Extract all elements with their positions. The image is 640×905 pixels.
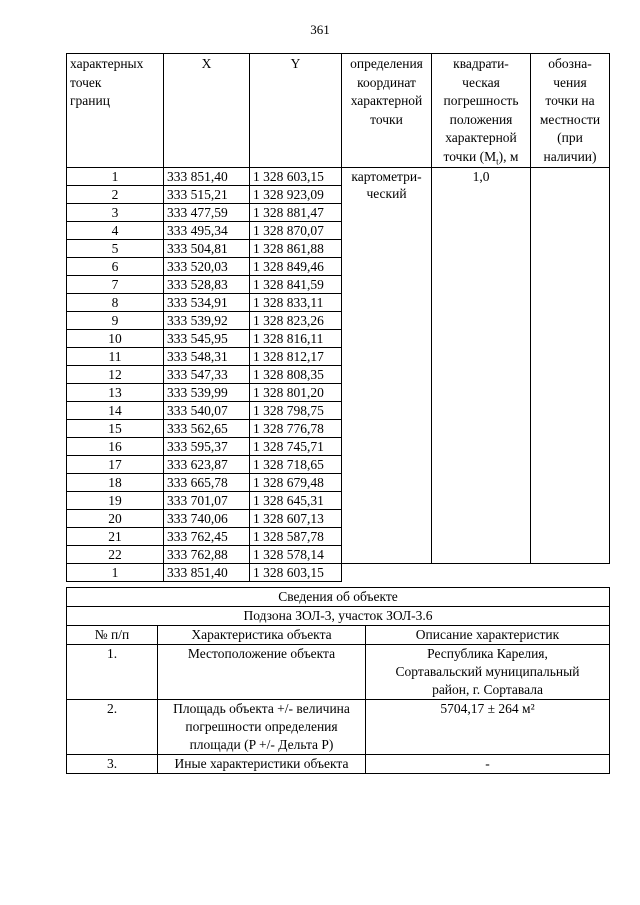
object-info-subtitle: Подзона ЗОЛ-3, участок ЗОЛ-3.6 [67, 607, 610, 626]
method-cell [342, 402, 432, 420]
method-cell [342, 258, 432, 276]
coord-x: 333 504,81 [164, 240, 250, 258]
method-cell [342, 456, 432, 474]
coord-y: 1 328 776,78 [250, 420, 342, 438]
point-number: 15 [67, 420, 164, 438]
coordinate-row [67, 276, 610, 294]
coord-y: 1 328 812,17 [250, 348, 342, 366]
point-number: 13 [67, 384, 164, 402]
feature-line: Местоположение объекта [187, 646, 336, 661]
coord-y: 1 328 841,59 [250, 276, 342, 294]
coordinate-row [67, 348, 610, 366]
marker-cell [531, 204, 610, 222]
marker-cell [531, 258, 610, 276]
coord-x: 333 762,45 [164, 528, 250, 546]
marker-cell [531, 186, 610, 204]
header-point [67, 54, 164, 168]
marker-cell [531, 168, 610, 186]
marker-cell [531, 510, 610, 528]
coord-x: 333 701,07 [164, 492, 250, 510]
header-line: местности [539, 111, 601, 127]
marker-cell [531, 492, 610, 510]
accuracy-cell: 1,0 [432, 168, 531, 186]
coord-x: 333 562,65 [164, 420, 250, 438]
coord-x: 333 477,59 [164, 204, 250, 222]
header-line: чения [553, 74, 587, 90]
method-cell [342, 204, 432, 222]
feature-line: погрешности определения [185, 719, 338, 734]
method-cell [342, 330, 432, 348]
coordinate-row [67, 312, 610, 330]
header-line: характерной [350, 93, 423, 108]
coordinate-row [67, 528, 610, 546]
marker-cell [531, 276, 610, 294]
row-description [366, 755, 610, 774]
point-number: 12 [67, 366, 164, 384]
accuracy-cell [432, 186, 531, 204]
method-cell [342, 510, 432, 528]
method-cell [342, 474, 432, 492]
header-line: обозна- [548, 56, 592, 71]
coord-x: 333 851,40 [164, 564, 250, 582]
header-description: Описание характеристик [366, 626, 610, 645]
marker-cell [531, 474, 610, 492]
row-feature [158, 700, 366, 755]
header-line: (при [557, 130, 583, 145]
object-info-title: Сведения об объекте [67, 588, 610, 607]
header-method [342, 54, 432, 168]
header-line: точки [370, 111, 403, 127]
method-line: картометри- [351, 169, 422, 184]
accuracy-cell [432, 330, 531, 348]
coordinate-row [67, 402, 610, 420]
header-line: погрешность [443, 93, 519, 108]
coord-y: 1 328 808,35 [250, 366, 342, 384]
point-number: 3 [67, 204, 164, 222]
point-number: 10 [67, 330, 164, 348]
coord-y: 1 328 881,47 [250, 204, 342, 222]
coord-x: 333 539,92 [164, 312, 250, 330]
coord-y: 1 328 923,09 [250, 186, 342, 204]
method-cell [342, 528, 432, 546]
empty-cell [342, 564, 432, 582]
object-info-header-row [67, 626, 610, 645]
marker-cell [531, 348, 610, 366]
header-line: квадрати- [453, 56, 509, 71]
description-line: 5704,17 ± 264 м² [440, 701, 535, 716]
coord-x: 333 545,95 [164, 330, 250, 348]
header-line: определения [350, 56, 423, 71]
marker-cell [531, 330, 610, 348]
point-number: 21 [67, 528, 164, 546]
description-line: район, г. Сортавала [432, 682, 543, 697]
header-line: характерной [445, 130, 517, 145]
description-line: Республика Карелия, [427, 646, 548, 661]
accuracy-cell [432, 438, 531, 456]
row-feature [158, 645, 366, 700]
marker-cell [531, 384, 610, 402]
coord-y: 1 328 861,88 [250, 240, 342, 258]
coord-y: 1 328 833,11 [250, 294, 342, 312]
coordinate-row [67, 186, 610, 204]
accuracy-cell [432, 510, 531, 528]
coordinate-row [67, 366, 610, 384]
header-line: ческая [462, 74, 500, 90]
coordinates-body [67, 168, 610, 582]
method-cell [342, 366, 432, 384]
feature-line: Иные характеристики объекта [174, 756, 349, 771]
description-line: - [485, 756, 490, 771]
object-info-table [66, 587, 610, 774]
point-number: 11 [67, 348, 164, 366]
coord-y: 1 328 801,20 [250, 384, 342, 402]
header-line: точки на [545, 93, 595, 108]
feature-line: площади (P +/- Дельта P) [189, 737, 334, 752]
marker-cell [531, 222, 610, 240]
description-line: Сортавальский муниципальный [395, 664, 580, 679]
coord-y: 1 328 645,31 [250, 492, 342, 510]
row-number: 2. [67, 700, 158, 755]
point-number: 6 [67, 258, 164, 276]
accuracy-cell [432, 258, 531, 276]
object-info-row [67, 755, 610, 774]
coordinate-row [67, 474, 610, 492]
coord-x: 333 495,34 [164, 222, 250, 240]
coordinate-row [67, 456, 610, 474]
coord-y: 1 328 745,71 [250, 438, 342, 456]
point-number: 4 [67, 222, 164, 240]
header-line: наличии) [543, 148, 597, 164]
coordinates-table [66, 53, 610, 582]
header-line: положения [449, 111, 513, 127]
coordinate-row [67, 384, 610, 402]
row-number: 1. [67, 645, 158, 700]
coordinate-row [67, 294, 610, 312]
coordinate-row [67, 492, 610, 510]
coord-x: 333 539,99 [164, 384, 250, 402]
marker-cell [531, 420, 610, 438]
header-y: Y [250, 54, 342, 168]
coord-y: 1 328 587,78 [250, 528, 342, 546]
accuracy-cell [432, 276, 531, 294]
header-line: точек [70, 74, 102, 90]
coord-x: 333 528,83 [164, 276, 250, 294]
marker-cell [531, 294, 610, 312]
header-line: границ [70, 93, 110, 108]
coordinate-row [67, 546, 610, 564]
point-number: 7 [67, 276, 164, 294]
coordinate-row [67, 240, 610, 258]
accuracy-cell [432, 420, 531, 438]
coordinate-row [67, 510, 610, 528]
coordinate-row [67, 330, 610, 348]
coord-x: 333 623,87 [164, 456, 250, 474]
accuracy-cell [432, 240, 531, 258]
point-number: 18 [67, 474, 164, 492]
method-cell: картометри- ческий [342, 168, 432, 186]
coord-x: 333 547,33 [164, 366, 250, 384]
header-feature: Характеристика объекта [158, 626, 366, 645]
accuracy-cell [432, 492, 531, 510]
coord-y: 1 328 816,11 [250, 330, 342, 348]
coord-x: 333 515,21 [164, 186, 250, 204]
header-text: ), м [498, 148, 519, 164]
empty-cell [531, 564, 610, 582]
accuracy-cell [432, 456, 531, 474]
coord-x: 333 851,40 [164, 168, 250, 186]
coord-y: 1 328 603,15 [250, 564, 342, 582]
accuracy-cell [432, 312, 531, 330]
coord-x: 333 665,78 [164, 474, 250, 492]
header-marker [531, 54, 610, 168]
accuracy-cell [432, 474, 531, 492]
accuracy-cell [432, 546, 531, 564]
row-number: 3. [67, 755, 158, 774]
marker-cell [531, 438, 610, 456]
coord-y: 1 328 578,14 [250, 546, 342, 564]
marker-cell [531, 312, 610, 330]
point-number: 9 [67, 312, 164, 330]
marker-cell [531, 528, 610, 546]
row-feature [158, 755, 366, 774]
coord-x: 333 740,06 [164, 510, 250, 528]
header-number: № п/п [67, 626, 158, 645]
method-cell [342, 240, 432, 258]
point-number: 14 [67, 402, 164, 420]
accuracy-cell [432, 528, 531, 546]
header-line: характерных [70, 56, 144, 71]
coord-x: 333 762,88 [164, 546, 250, 564]
point-number: 22 [67, 546, 164, 564]
row-description [366, 645, 610, 700]
method-cell [342, 222, 432, 240]
marker-cell [531, 546, 610, 564]
point-number: 20 [67, 510, 164, 528]
header-line [435, 148, 527, 167]
coordinate-row [67, 420, 610, 438]
point-number: 16 [67, 438, 164, 456]
coord-y: 1 328 870,07 [250, 222, 342, 240]
point-number: 2 [67, 186, 164, 204]
coord-x: 333 540,07 [164, 402, 250, 420]
point-number: 17 [67, 456, 164, 474]
coordinate-row [67, 564, 610, 582]
coordinates-header-row [67, 54, 610, 168]
coord-x: 333 595,37 [164, 438, 250, 456]
coord-y: 1 328 607,13 [250, 510, 342, 528]
header-x: X [164, 54, 250, 168]
method-cell [342, 438, 432, 456]
coord-y: 1 328 603,15 [250, 168, 342, 186]
accuracy-cell [432, 222, 531, 240]
coord-y: 1 328 718,65 [250, 456, 342, 474]
accuracy-cell [432, 384, 531, 402]
point-number: 5 [67, 240, 164, 258]
point-number: 19 [67, 492, 164, 510]
point-number: 1 [67, 564, 164, 582]
header-accuracy [432, 54, 531, 168]
method-cell [342, 276, 432, 294]
coordinate-row [67, 204, 610, 222]
point-number: 8 [67, 294, 164, 312]
accuracy-cell [432, 294, 531, 312]
accuracy-cell [432, 348, 531, 366]
point-number: 1 [67, 168, 164, 186]
marker-cell [531, 366, 610, 384]
accuracy-cell [432, 402, 531, 420]
method-cell [342, 546, 432, 564]
method-cell [342, 348, 432, 366]
marker-cell [531, 456, 610, 474]
method-cell [342, 294, 432, 312]
page-number: 361 [310, 22, 330, 37]
feature-line: Площадь объекта +/- величина [173, 701, 350, 716]
coord-y: 1 328 679,48 [250, 474, 342, 492]
coordinate-row [67, 222, 610, 240]
coord-x: 333 534,91 [164, 294, 250, 312]
coord-x: 333 520,03 [164, 258, 250, 276]
coordinate-row [67, 258, 610, 276]
coord-y: 1 328 798,75 [250, 402, 342, 420]
coord-y: 1 328 849,46 [250, 258, 342, 276]
method-cell [342, 420, 432, 438]
object-info-row [67, 700, 610, 755]
method-cell [342, 492, 432, 510]
object-info-row [67, 645, 610, 700]
coordinate-row [67, 438, 610, 456]
coordinate-row [67, 168, 610, 186]
row-description [366, 700, 610, 755]
accuracy-cell [432, 204, 531, 222]
marker-cell [531, 402, 610, 420]
method-cell [342, 384, 432, 402]
header-text: точки (M [443, 148, 497, 164]
marker-cell [531, 240, 610, 258]
method-cell [342, 312, 432, 330]
header-line: координат [357, 74, 416, 90]
empty-cell [432, 564, 531, 582]
coord-y: 1 328 823,26 [250, 312, 342, 330]
coord-x: 333 548,31 [164, 348, 250, 366]
header-subscript: t [496, 156, 499, 167]
accuracy-cell [432, 366, 531, 384]
